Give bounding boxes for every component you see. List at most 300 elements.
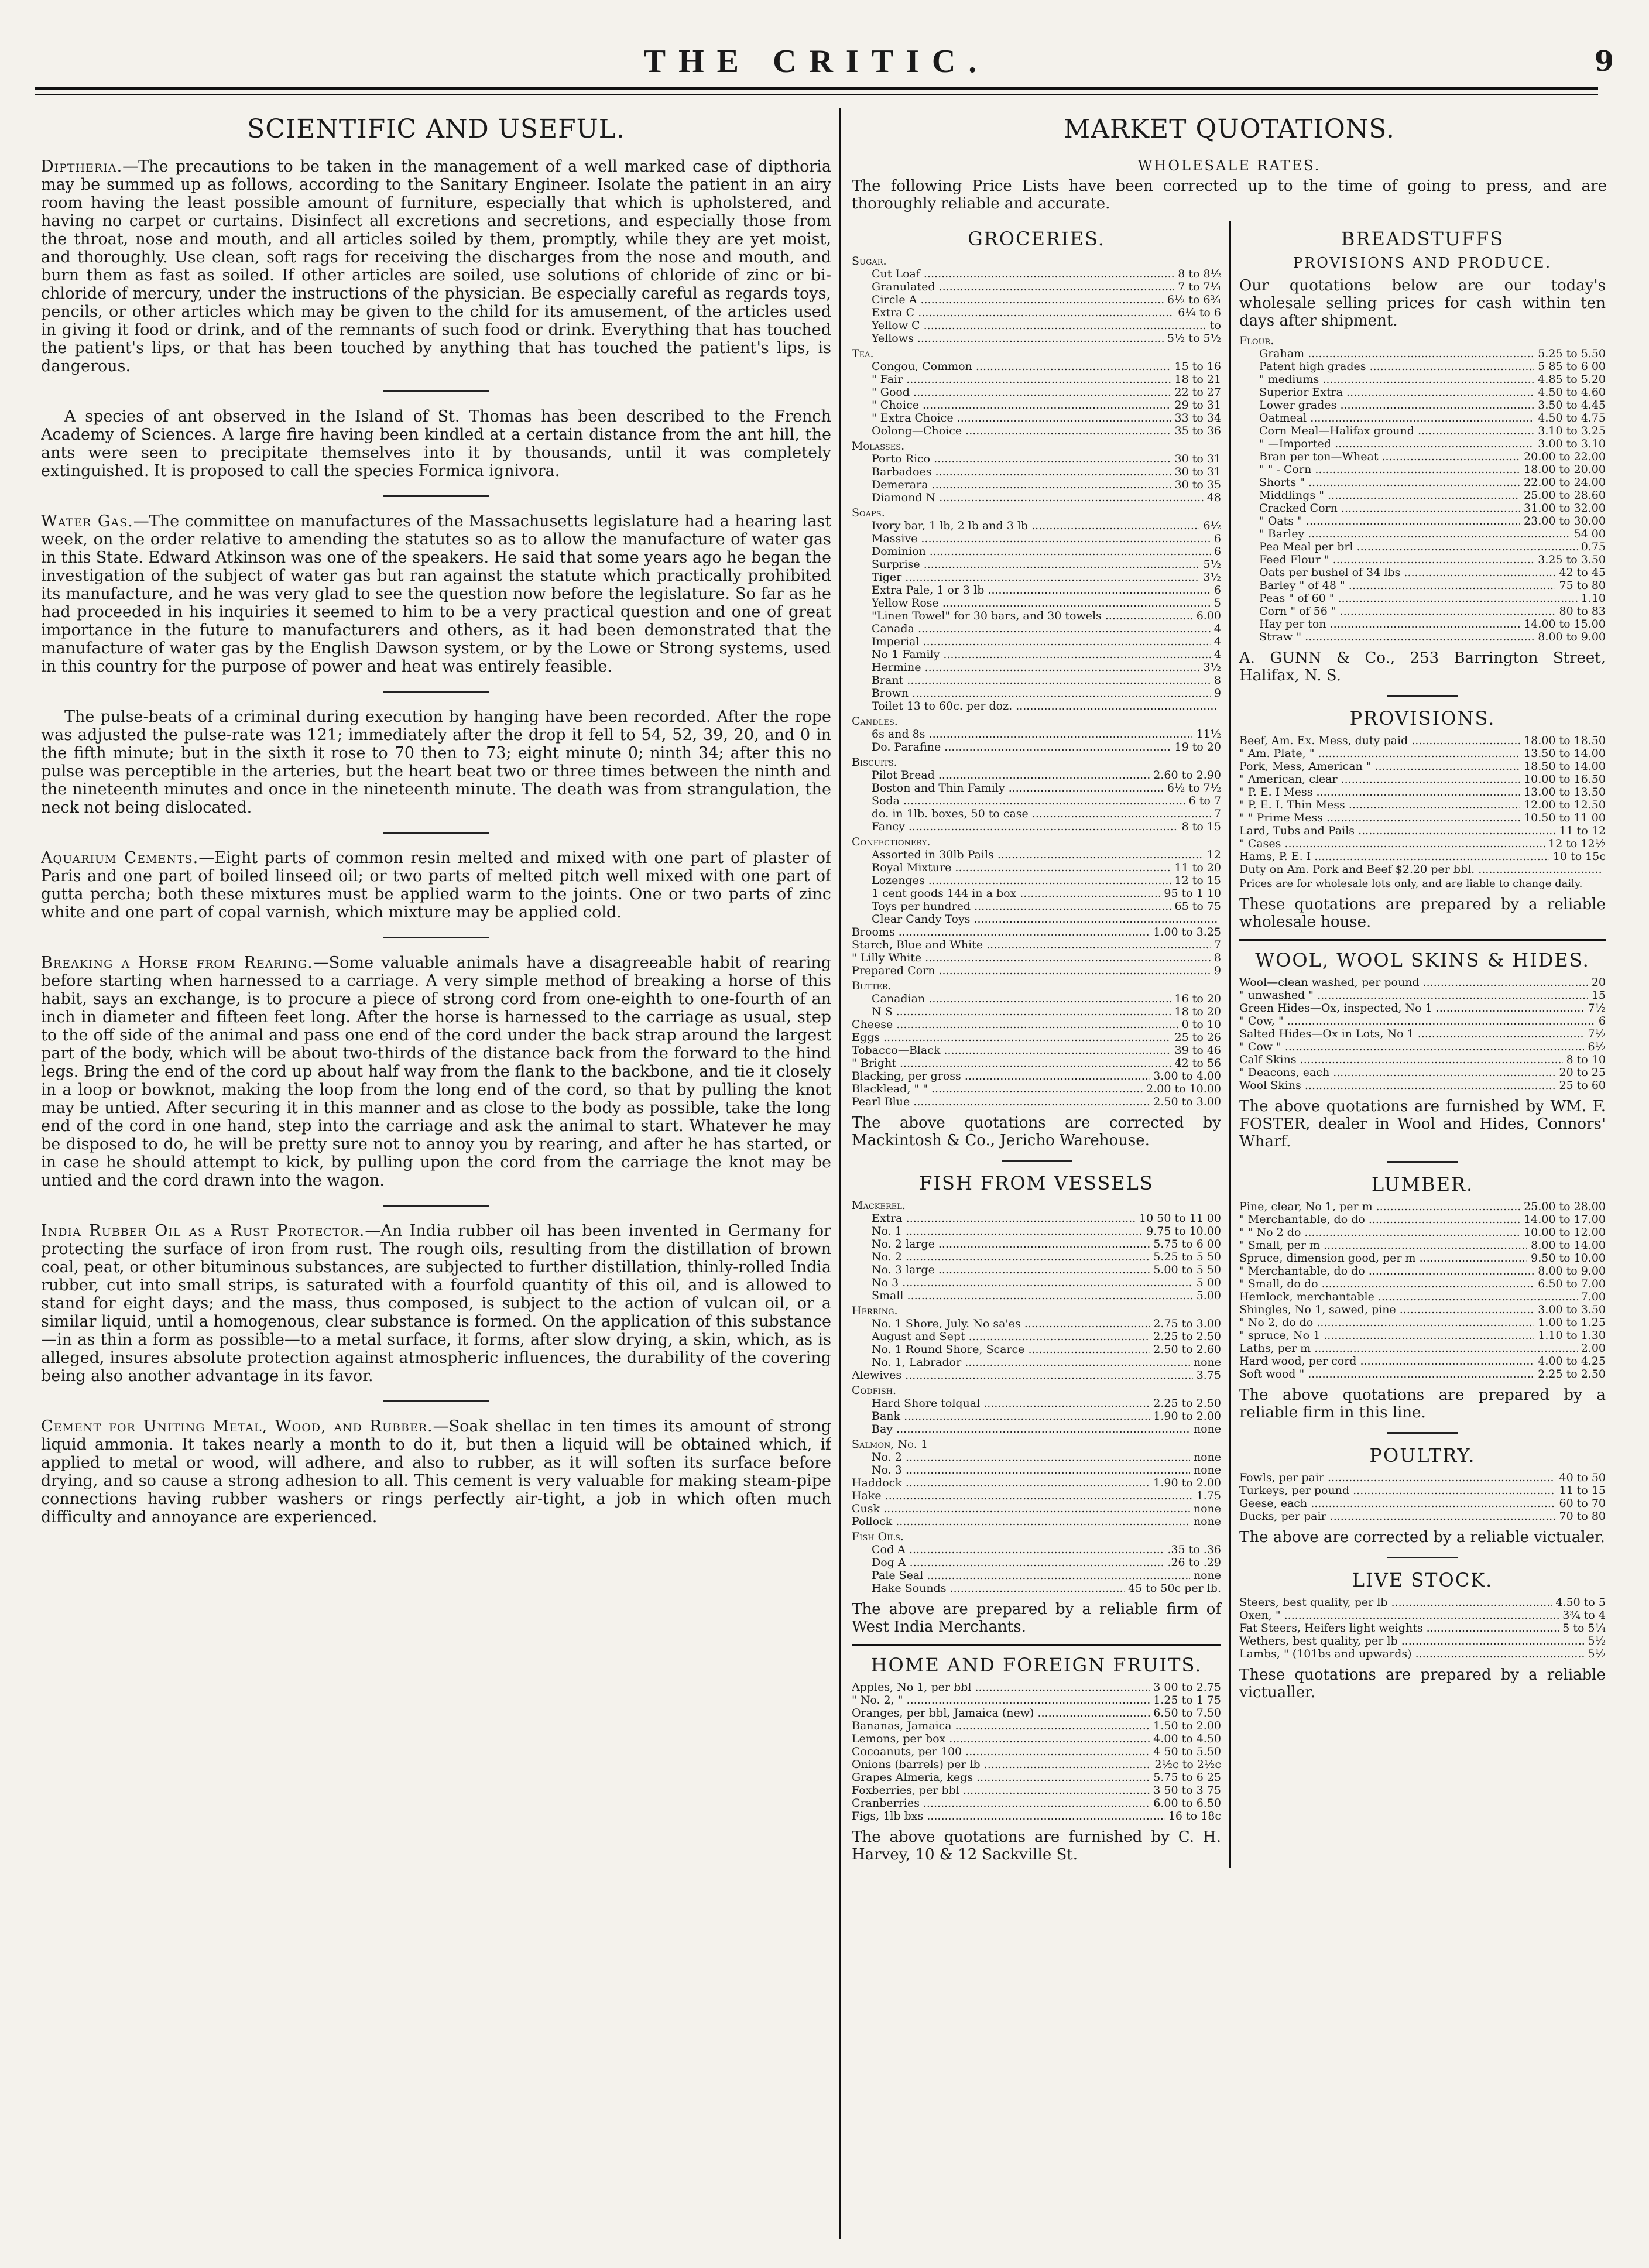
price-value xyxy=(1602,863,1606,876)
article-lead: Water Gas. xyxy=(41,512,133,530)
price-row xyxy=(852,926,1221,938)
price-value: 6½ xyxy=(1588,1040,1606,1053)
price-row xyxy=(872,1451,1221,1464)
price-row xyxy=(1239,1239,1606,1252)
fruits-note: The above quotations are furnished by C. H. Harvey, 10 & 12 Sackville St. xyxy=(852,1828,1221,1863)
price-group xyxy=(852,1476,1221,1528)
price-row xyxy=(1259,618,1606,631)
price-row xyxy=(1259,399,1606,412)
price-label: Dog A ..... xyxy=(872,1556,1164,1569)
price-value: 3 00 to 2.75 xyxy=(1153,1681,1221,1694)
price-label: Shorts " ..... xyxy=(1259,476,1520,489)
price-group xyxy=(852,268,1221,345)
price-row xyxy=(852,1489,1221,1502)
price-row xyxy=(1259,579,1606,592)
price-label: " Good ..... xyxy=(872,386,1171,399)
price-value: none xyxy=(1193,1423,1221,1436)
price-value: 35 to 36 xyxy=(1174,424,1221,437)
livestock-title: LIVE STOCK. xyxy=(1352,1569,1493,1591)
price-value: 9.75 to 10.00 xyxy=(1146,1225,1221,1238)
price-value: 9.50 to 10.00 xyxy=(1531,1252,1606,1265)
price-label: Boston and Thin Family ..... xyxy=(872,782,1164,794)
price-value: 5 to 5¼ xyxy=(1562,1622,1606,1635)
price-value: 0.75 xyxy=(1581,540,1606,553)
price-category: Fish Oils. xyxy=(852,1530,904,1543)
price-label: Small ..... xyxy=(872,1289,1193,1302)
price-row xyxy=(1259,424,1606,437)
price-value: none xyxy=(1193,1451,1221,1464)
price-label: Bananas, Jamaica ..... xyxy=(852,1719,1150,1732)
article-separator xyxy=(383,1400,489,1402)
price-row xyxy=(1239,1252,1606,1265)
price-label: Cut Loaf ..... xyxy=(872,268,1174,280)
fruits-title: HOME AND FOREIGN FRUITS. xyxy=(870,1654,1202,1676)
price-row xyxy=(1259,476,1606,489)
price-value: 7.00 xyxy=(1581,1290,1606,1303)
price-label: Foxberries, per bbl ..... xyxy=(852,1784,1150,1797)
price-row xyxy=(872,597,1221,609)
price-category: Butter. xyxy=(852,979,892,992)
price-table xyxy=(1259,347,1606,643)
price-value: 20.00 to 22.00 xyxy=(1524,450,1606,463)
price-row xyxy=(1239,760,1606,773)
price-label: " Small, per m ..... xyxy=(1239,1239,1527,1252)
price-label: " Choice ..... xyxy=(872,399,1171,412)
price-label: Starch, Blue and White ..... xyxy=(852,938,1211,951)
price-value: none xyxy=(1193,1515,1221,1528)
price-value: 70 to 80 xyxy=(1559,1510,1606,1523)
price-row xyxy=(1259,373,1606,386)
price-row xyxy=(872,571,1221,584)
price-value: 25.00 to 28.60 xyxy=(1524,489,1606,502)
price-row xyxy=(1239,850,1606,863)
price-row xyxy=(1239,1015,1606,1027)
price-label: Assorted in 30lb Pails ..... xyxy=(872,848,1204,861)
price-row xyxy=(872,1289,1221,1302)
price-value: 3.50 to 4.45 xyxy=(1538,399,1606,412)
lumber-title: LUMBER. xyxy=(1371,1173,1474,1195)
article-lead: Breaking a Horse from Rearing. xyxy=(41,954,313,972)
price-value: 5.75 to 6 25 xyxy=(1153,1771,1221,1784)
price-category: Flour. xyxy=(1239,334,1274,347)
price-value: 5 xyxy=(1213,597,1221,609)
price-value: 18.50 to 14.00 xyxy=(1524,760,1606,773)
price-value: 33 to 34 xyxy=(1174,412,1221,424)
price-value: 5½ xyxy=(1588,1647,1606,1660)
price-value: 65 to 75 xyxy=(1174,900,1221,913)
price-value: 7½ xyxy=(1588,1002,1606,1015)
price-value: 16 to 18c xyxy=(1168,1810,1221,1822)
price-label: Canada ..... xyxy=(872,622,1211,635)
section-rule xyxy=(1387,1161,1458,1163)
price-row xyxy=(1259,412,1606,424)
price-group xyxy=(852,453,1221,504)
price-row xyxy=(852,1018,1221,1031)
price-label: Toys per hundred ..... xyxy=(872,900,1171,913)
price-row xyxy=(852,1745,1221,1758)
price-value: 4.00 to 4.50 xyxy=(1153,1732,1221,1745)
price-group xyxy=(852,728,1221,753)
price-label: Duty on Am. Pork and Beef $2.20 per bbl. ..... xyxy=(1239,863,1602,876)
price-label: Hake Sounds ..... xyxy=(872,1582,1125,1595)
price-value: 6¼ to 6 xyxy=(1178,306,1221,319)
price-value: 16 to 20 xyxy=(1174,992,1221,1005)
price-label: Royal Mixture ..... xyxy=(872,861,1171,874)
price-category: Mackerel. xyxy=(852,1199,906,1212)
price-value: 48 xyxy=(1206,491,1221,504)
price-row xyxy=(1239,1609,1606,1622)
price-row xyxy=(852,1070,1221,1082)
price-label: Blacklead, " " ..... xyxy=(852,1082,1143,1095)
price-label: " " - Corn ..... xyxy=(1259,463,1520,476)
price-row xyxy=(872,558,1221,571)
price-row xyxy=(1239,1484,1606,1497)
market-column xyxy=(852,114,1607,2233)
price-value: 8 to 8½ xyxy=(1178,268,1221,280)
price-label: Oats per bushel of 34 lbs ..... xyxy=(1259,566,1555,579)
price-row xyxy=(872,913,1221,926)
price-label: Straw " ..... xyxy=(1259,631,1534,643)
price-row xyxy=(1259,515,1606,527)
price-value: 1.00 to 1.25 xyxy=(1538,1316,1606,1329)
price-label: Blacking, per gross ..... xyxy=(852,1070,1150,1082)
price-label: " P. E. I. Thin Mess ..... xyxy=(1239,799,1520,811)
price-table xyxy=(872,728,1221,753)
article-paragraph xyxy=(41,708,831,817)
price-value: 12 to 15 xyxy=(1174,874,1221,887)
price-row xyxy=(872,648,1221,661)
price-label: Oranges, per bbl, Jamaica (new) ..... xyxy=(852,1707,1150,1719)
price-label: Surprise ..... xyxy=(872,558,1199,571)
price-value: 9 xyxy=(1213,964,1221,977)
price-label: Soda ..... xyxy=(872,794,1185,807)
price-category: Salmon, No. 1 xyxy=(852,1438,928,1451)
price-value: 5.00 to 5 50 xyxy=(1153,1263,1221,1276)
section-rule xyxy=(1002,1160,1072,1162)
price-value: 30 to 31 xyxy=(1174,465,1221,478)
groceries-note: The above quotations are corrected by Mackintosh & Co., Jericho Warehouse. xyxy=(852,1114,1221,1149)
price-label: Ivory bar, 1 lb, 2 lb and 3 lb ..... xyxy=(872,519,1199,532)
price-label: Yellow C ..... xyxy=(872,319,1206,332)
price-value: 75 to 80 xyxy=(1559,579,1606,592)
price-value xyxy=(1218,913,1221,926)
price-row xyxy=(852,1797,1221,1810)
price-value: 95 to 1 10 xyxy=(1164,887,1221,900)
price-category: Herring. xyxy=(852,1304,898,1317)
price-table xyxy=(852,1476,1221,1528)
price-row xyxy=(872,360,1221,373)
price-group xyxy=(852,848,1221,926)
price-label: Fancy ..... xyxy=(872,820,1178,833)
price-value: 11½ xyxy=(1196,728,1221,741)
article-paragraph xyxy=(41,954,831,1190)
market-intro: The following Price Lists have been corrected up to the time of going to press, and are thoroughly reliable and accurate. xyxy=(852,177,1607,213)
price-label: Turkeys, per pound ..... xyxy=(1239,1484,1555,1497)
price-label: Cusk ..... xyxy=(852,1502,1190,1515)
price-row xyxy=(872,293,1221,306)
price-row xyxy=(872,874,1221,887)
price-row xyxy=(852,964,1221,977)
price-value: 6 to 7 xyxy=(1188,794,1221,807)
price-value: 6.50 to 7.00 xyxy=(1538,1277,1606,1290)
price-label: Alewives ..... xyxy=(852,1369,1193,1382)
price-row xyxy=(1239,1622,1606,1635)
price-table xyxy=(852,1681,1221,1822)
price-label: No. 1, Labrador ..... xyxy=(872,1356,1190,1369)
price-label: No. 2 large ..... xyxy=(872,1238,1150,1251)
price-row xyxy=(872,1410,1221,1423)
price-label: " Barley ..... xyxy=(1259,527,1571,540)
price-label: Pine, clear, No 1, per m ..... xyxy=(1239,1200,1520,1213)
price-row xyxy=(852,1681,1221,1694)
price-label: Tiger ..... xyxy=(872,571,1199,584)
fish-title: FISH FROM VESSELS xyxy=(919,1172,1154,1194)
price-row xyxy=(1259,566,1606,579)
price-label: Bank ..... xyxy=(872,1410,1150,1423)
price-category: Tea. xyxy=(852,347,874,360)
price-label: Extra ..... xyxy=(872,1212,1136,1225)
article-separator xyxy=(383,1205,489,1207)
price-value: 19 to 20 xyxy=(1174,741,1221,753)
price-value: 11 to 12 xyxy=(1559,824,1606,837)
price-label: No. 1 Shore, July. No sa'es ..... xyxy=(872,1317,1150,1330)
price-row xyxy=(1259,540,1606,553)
price-label: Pearl Blue ..... xyxy=(852,1095,1150,1108)
price-table xyxy=(872,1317,1221,1369)
price-label: Lard, Tubs and Pails ..... xyxy=(1239,824,1555,837)
price-label: Granulated ..... xyxy=(872,280,1174,293)
price-label: Ducks, per pair ..... xyxy=(1239,1510,1555,1523)
price-label: Cranberries ..... xyxy=(852,1797,1150,1810)
price-value: 12 xyxy=(1206,848,1221,861)
price-row xyxy=(872,1343,1221,1356)
price-label: " —Imported ..... xyxy=(1259,437,1534,450)
price-row xyxy=(852,1784,1221,1797)
price-row xyxy=(1239,824,1606,837)
price-value: 6 xyxy=(1213,532,1221,545)
price-row xyxy=(1239,976,1606,989)
price-row xyxy=(852,1502,1221,1515)
price-row xyxy=(872,635,1221,648)
price-label: No. 2 ..... xyxy=(872,1251,1150,1263)
price-row xyxy=(1239,989,1606,1002)
price-label: Beef, Am. Ex. Mess, duty paid ..... xyxy=(1239,734,1520,747)
price-label: " Fair ..... xyxy=(872,373,1171,386)
price-row xyxy=(1259,489,1606,502)
price-row xyxy=(872,373,1221,386)
price-row xyxy=(1239,734,1606,747)
price-row xyxy=(1259,502,1606,515)
price-label: Cocoanuts, per 100 ..... xyxy=(852,1745,1150,1758)
price-label: Hemlock, merchantable ..... xyxy=(1239,1290,1578,1303)
price-row xyxy=(1239,1079,1606,1092)
price-value: to xyxy=(1209,319,1221,332)
price-value: 6 xyxy=(1213,584,1221,597)
price-table xyxy=(872,1451,1221,1476)
price-row xyxy=(1239,1635,1606,1647)
price-row xyxy=(1239,811,1606,824)
price-label: Pea Meal per brl ..... xyxy=(1259,540,1578,553)
price-label: Oxen, " ..... xyxy=(1239,1609,1559,1622)
price-row xyxy=(1259,450,1606,463)
lumber-note: The above quotations are prepared by a reliable firm in this line. xyxy=(1239,1386,1606,1421)
price-label: " " Prime Mess ..... xyxy=(1239,811,1520,824)
price-label: Grapes Almeria, kegs ..... xyxy=(852,1771,1150,1784)
price-group xyxy=(852,1212,1221,1302)
price-row xyxy=(852,1369,1221,1382)
price-value: 1.10 xyxy=(1581,592,1606,605)
price-row xyxy=(872,728,1221,741)
price-value: 1.50 to 2.00 xyxy=(1153,1719,1221,1732)
price-row xyxy=(852,1476,1221,1489)
price-label: "Linen Towel" for 30 bars, and 30 towels ..... xyxy=(872,609,1193,622)
price-value: 6 xyxy=(1598,1015,1606,1027)
price-group xyxy=(852,360,1221,437)
breadstuffs-note: A. GUNN & Co., 253 Barrington Street, Halifax, N. S. xyxy=(1239,649,1606,684)
price-label: Brant ..... xyxy=(872,674,1211,687)
price-row xyxy=(872,1397,1221,1410)
price-table xyxy=(872,453,1221,504)
price-label: " spruce, No 1 ..... xyxy=(1239,1329,1534,1342)
article-body: —The precautions to be taken in the management of a well marked case of dipthoria may be summed up as follows, according to the Sanitary Engineer. Isolate the patient in an airy room having the least possible amount of furniture, especially that which is upholstered, and having no carpet or curtains. Disinfect all excretions and secretions, and especially those from the throat, nose and mouth, and all articles soiled by them, promptly, while they are yet moist, and thoroughly. Use clean, soft rags for receiving the discharges from the nose and mouth, and burn them as fast as soiled. If other articles are soiled, use solutions of chloride of zinc or bi-chloride of mercury, under the instructions of the physician. Be especially careful as regards toys, pencils, or other articles which may be given to the child for its amusement, of the articles used in giving it food or drink, and of the remnants of such food or drink. Everything that has touched the patient's lips, or that has been touched by anything that has touched the patient's lips, is dangerous. xyxy=(41,157,831,375)
price-label: Peas " of 60 " ..... xyxy=(1259,592,1578,605)
market-heading: MARKET QUOTATIONS. xyxy=(1064,114,1395,144)
breadstuffs-title: BREADSTUFFS xyxy=(1341,228,1504,250)
price-label: Hams, P. E. I ..... xyxy=(1239,850,1549,863)
price-row xyxy=(872,992,1221,1005)
price-label: Circle A ..... xyxy=(872,293,1164,306)
price-row xyxy=(1239,1226,1606,1239)
price-label: Yellows ..... xyxy=(872,332,1164,345)
price-value: 10.50 to 11 00 xyxy=(1524,811,1606,824)
section-rule xyxy=(1387,695,1458,697)
price-value: 12 to 12½ xyxy=(1548,837,1606,850)
price-table xyxy=(852,1369,1221,1382)
price-value: 6.00 to 6.50 xyxy=(1153,1797,1221,1810)
price-category: Codfish. xyxy=(852,1384,897,1397)
price-value: 8.00 to 14.00 xyxy=(1531,1239,1606,1252)
price-table xyxy=(872,1397,1221,1436)
price-row xyxy=(872,1423,1221,1436)
price-row xyxy=(872,453,1221,465)
price-value: 10.00 to 16.50 xyxy=(1524,773,1606,786)
price-row xyxy=(1239,1342,1606,1355)
price-row xyxy=(852,1057,1221,1070)
fish-note: The above are prepared by a reliable firm of West India Merchants. xyxy=(852,1601,1221,1636)
price-value: 5.25 to 5 50 xyxy=(1153,1251,1221,1263)
price-row xyxy=(872,622,1221,635)
price-label: Lozenges ..... xyxy=(872,874,1171,887)
price-label: Demerara ..... xyxy=(872,478,1171,491)
price-group xyxy=(852,1018,1221,1108)
price-value: 5 85 to 6 00 xyxy=(1538,360,1606,373)
price-row xyxy=(1239,1596,1606,1609)
column-divider xyxy=(839,108,841,2239)
price-row xyxy=(872,807,1221,820)
price-row xyxy=(872,794,1221,807)
price-row xyxy=(852,1758,1221,1771)
article-paragraph xyxy=(41,1222,831,1385)
price-row xyxy=(1239,1647,1606,1660)
article-separator xyxy=(383,495,489,497)
scientific-heading: SCIENTIFIC AND USEFUL. xyxy=(247,114,625,144)
price-row xyxy=(872,769,1221,782)
price-label: No. 3 ..... xyxy=(872,1464,1190,1476)
wool-note: The above quotations are furnished by WM. F. FOSTER, dealer in Wool and Hides, Connors' Wharf. xyxy=(1239,1098,1606,1150)
price-value: 45 to 50c per lb. xyxy=(1128,1582,1221,1595)
price-value: 25 to 60 xyxy=(1559,1079,1606,1092)
price-label: Pork, Mess, American " ..... xyxy=(1239,760,1520,773)
price-row xyxy=(1259,437,1606,450)
price-value: 1.90 to 2.00 xyxy=(1153,1410,1221,1423)
price-row xyxy=(872,1317,1221,1330)
article-body: The pulse-beats of a criminal during execution by hanging have been recorded. After the rope was adjusted the pulse-rate was 121; immediately after the drop it fell to 54, 52, 39, 20, and 0 in the fifth minute; but in the sixth it rose to 70 then to 73; eight minute 0; ninth 34; after this no pulse was perceptible in the arteries, but the heart beat two or three times between the ninth and the nineteenth minutes and once in the nineteenth minute. The death was from strangulation, the neck not being dislocated. xyxy=(41,708,831,817)
price-label: No. 1 Round Shore, Scarce ..... xyxy=(872,1343,1150,1356)
price-value: 5½ xyxy=(1203,558,1221,571)
price-value: 3.00 to 3.50 xyxy=(1538,1303,1606,1316)
section-rule xyxy=(1239,939,1606,941)
price-label: No. 3 large ..... xyxy=(872,1263,1150,1276)
price-row xyxy=(872,532,1221,545)
price-label: Lambs, " (101bs and upwards) ..... xyxy=(1239,1647,1584,1660)
price-value: 7 xyxy=(1213,938,1221,951)
wool-title: WOOL, WOOL SKINS & HIDES. xyxy=(1255,949,1590,971)
price-value: 3.00 to 3.10 xyxy=(1538,437,1606,450)
price-label: Hard Shore tolqual ..... xyxy=(872,1397,1150,1410)
price-row xyxy=(1239,1027,1606,1040)
price-label: Pilot Bread ..... xyxy=(872,769,1150,782)
provisions-small-note: Prices are for wholesale lots only, and are liable to change daily. xyxy=(1239,878,1583,890)
price-row xyxy=(872,491,1221,504)
price-label: Extra C ..... xyxy=(872,306,1174,319)
price-value: 18.00 to 18.50 xyxy=(1524,734,1606,747)
article-body: —Soak shellac in ten times its amount of strong liquid ammonia. It takes nearly a month to do it, but then a liquid will be obtained which, if applied to metal or wood, will adhere, and also to rubber, as it will soften its surface before drying, and so cause a strong adhesion to all. This cement is very valuable for making steam-pipe connections having rubber washers or rings perfectly air-tight, a job in which often much difficulty and annoyance are experienced. xyxy=(41,1417,831,1526)
price-table xyxy=(872,769,1221,833)
price-table xyxy=(872,1543,1221,1595)
price-value: 18 to 20 xyxy=(1174,1005,1221,1018)
price-row xyxy=(872,332,1221,345)
price-value: 4 xyxy=(1213,622,1221,635)
price-value: 40 to 50 xyxy=(1559,1471,1606,1484)
article-paragraph xyxy=(41,1417,831,1526)
price-category: Confectionery. xyxy=(852,835,931,848)
price-row xyxy=(1239,786,1606,799)
price-row xyxy=(852,1707,1221,1719)
price-label: No. 1 ..... xyxy=(872,1225,1143,1238)
price-value: 15 to 16 xyxy=(1174,360,1221,373)
price-value: 5.75 to 6 00 xyxy=(1153,1238,1221,1251)
article-separator xyxy=(383,691,489,693)
price-value: .35 to .36 xyxy=(1167,1543,1221,1556)
price-label: Lemons, per box ..... xyxy=(852,1732,1150,1745)
price-group xyxy=(852,1317,1221,1369)
article-body: A species of ant observed in the Island of St. Thomas has been described to the French Academy of Sciences. A large fire having been kindled at a certain distance from the ant hill, the ants were seen to precipitate themselves into it by thousands, until it was completely extinguished. It is proposed to call the species Formica ignivora. xyxy=(41,407,831,480)
price-label: Cheese ..... xyxy=(852,1018,1178,1031)
price-row xyxy=(872,820,1221,833)
price-label: Soft wood " ..... xyxy=(1239,1368,1534,1380)
price-row xyxy=(1239,1002,1606,1015)
price-label: Cod A ..... xyxy=(872,1543,1164,1556)
price-row xyxy=(872,1356,1221,1369)
price-table xyxy=(1239,734,1606,876)
price-label: Graham ..... xyxy=(1259,347,1534,360)
price-value: 1.00 to 3.25 xyxy=(1153,926,1221,938)
poultry-title: POULTRY. xyxy=(1369,1444,1476,1467)
price-value: 39 to 46 xyxy=(1174,1044,1221,1057)
price-label: Fat Steers, Heifers light weights ..... xyxy=(1239,1622,1559,1635)
price-value: 8.00 to 9.00 xyxy=(1538,1265,1606,1277)
price-value: 10 to 15c xyxy=(1552,850,1606,863)
